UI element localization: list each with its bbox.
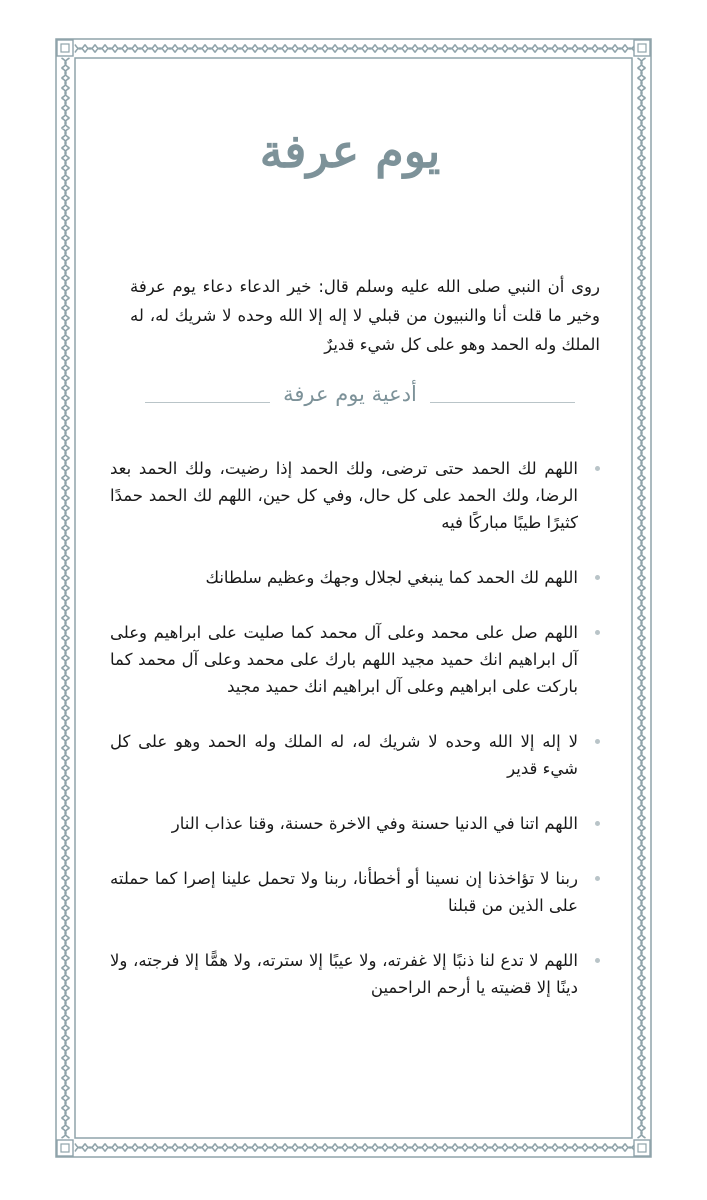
dua-item — [110, 865, 600, 919]
section-heading — [100, 372, 600, 412]
dua-item — [110, 728, 600, 782]
hadith-text: روى أن النبي صلى الله عليه وسلم قال: خير الدعاء دعاء يوم عرفة وخير ما قلت أنا والنبيون من قبلي لا إله إلا الله وحده لا شريك له، له الملك وله الحمد وهو على كل شيء قديرٌ — [130, 276, 600, 354]
dua-item — [110, 455, 600, 536]
dot-bullet-icon — [595, 466, 600, 471]
dua-text: اللهم لا تدع لنا ذنبًا إلا غفرته، ولا عيبًا إلا سترته، ولا همًّا إلا فرجته، ولا دينًا إلا قضيته يا أرحم الراحمين — [110, 951, 578, 997]
dua-text: ربنا لا تؤاخذنا إن نسينا أو أخطأنا، ربنا ولا تحمل علينا إصرا كما حملته على الذين من قبلنا — [110, 869, 578, 915]
dua-text: اللهم لك الحمد حتى ترضى، ولك الحمد إذا رضيت، ولك الحمد بعد الرضا، ولك الحمد على كل حال، وفي كل حين، اللهم لك الحمد حمدًا كثيرًا طيبًا مباركًا فيه — [110, 459, 578, 532]
heading-rule-left — [145, 402, 270, 403]
dot-bullet-icon — [595, 876, 600, 881]
dot-bullet-icon — [595, 739, 600, 744]
dua-text: لا إله إلا الله وحده لا شريك له، له الملك وله الحمد وهو على كل شيء قدير — [110, 732, 578, 778]
dua-text: اللهم اتنا في الدنيا حسنة وفي الاخرة حسنة، وقنا عذاب النار — [171, 814, 578, 833]
dua-item — [110, 619, 600, 700]
dua-text: اللهم صل على محمد وعلى آل محمد كما صليت على ابراهيم وعلى آل ابراهيم انك حميد مجيد اللهم بارك على محمد وعلى آل محمد كما باركت على ابراهيم وعلى آل ابراهيم انك حميد مجيد — [110, 623, 578, 696]
page-title: يوم عرفة — [259, 124, 441, 178]
dot-bullet-icon — [595, 630, 600, 635]
section-heading-label: أدعية يوم عرفة — [283, 382, 417, 406]
dua-item — [110, 564, 600, 591]
dua-item — [110, 947, 600, 1001]
heading-rule-right — [430, 402, 575, 403]
dot-bullet-icon — [595, 821, 600, 826]
dot-bullet-icon — [595, 958, 600, 963]
dot-bullet-icon — [595, 575, 600, 580]
dua-item — [110, 810, 600, 837]
dua-list — [110, 455, 600, 1029]
dua-text: اللهم لك الحمد كما ينبغي لجلال وجهك وعظيم سلطانك — [205, 568, 578, 587]
